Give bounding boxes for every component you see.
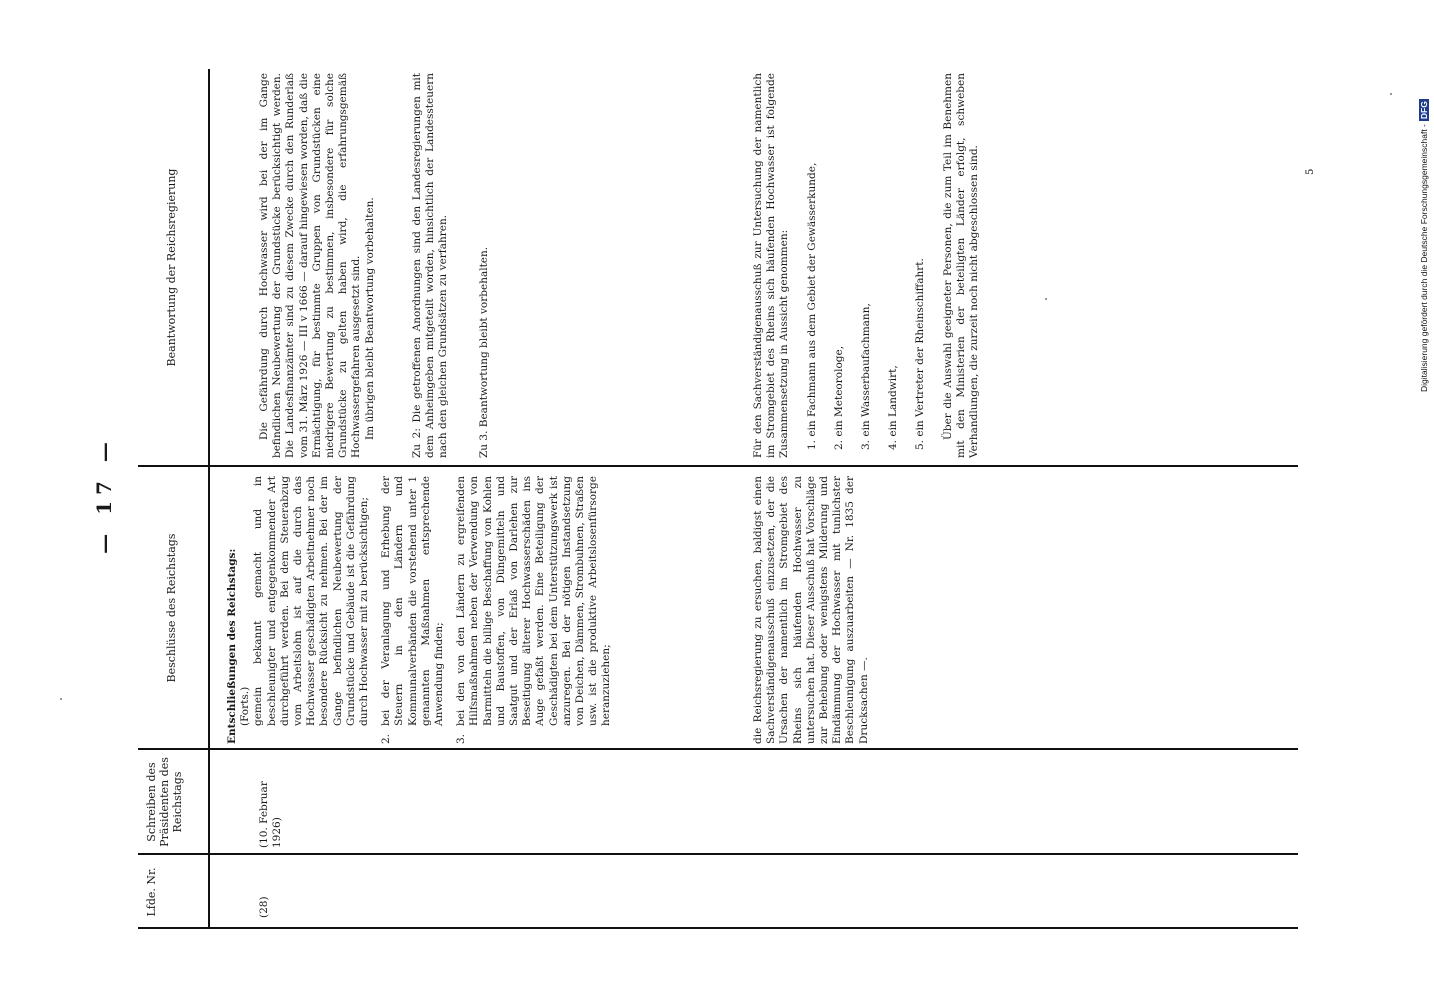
reply-4-block — [752, 73, 981, 458]
table-rule-2 — [138, 748, 1298, 750]
resolutions-column — [226, 476, 623, 744]
resolution-3-text: bei den von den Ländern zu ergreifenden Hilfsmaßnahmen neben der Verwendung von Barmitteln die billige Beschaffung von Kohlen und Baustoffen, von Düngemitteln und Saatgut und der Erlaß von Darlehen zur Beseitigung älterer Hochwasserschäden ins Auge gefaßt werden. Eine Beteiligung der Geschädigten bei dem Unterstützungswerk ist anzuregen. Bei der nötigen Instandsetzung von Deichen, Dämmen, Strombuhnen, Straßen usw. ist die produktive Arbeitslosenfürsorge heranzuziehen; — [455, 476, 613, 726]
page-number: — 17 — — [92, 436, 116, 554]
reply-1-tail: Im übrigen bleibt Beantwortung vorbehalten. — [363, 197, 376, 440]
entry-date: (10. Februar 1926) — [258, 781, 284, 848]
signature-mark: 5 — [1305, 168, 1316, 175]
header-rule — [208, 69, 210, 929]
table-rule-left — [138, 927, 1298, 929]
column-header-letter: Schreiben des Präsidenten des Reichstags — [145, 757, 184, 847]
resolution-1-text: gemein bekannt gemacht und in beschleunigter und entgegenkommender Art durchgeführt werden. Bei dem Steuerabzug vom Arbeitslohn ist auf die durch das Hochwasser geschädigten Arbeitnehmer noch besondere Rücksicht zu nehmen. Bei der im Gange befindlichen Neubewertung der Grundstücke und Gebäude ist die Gefährdung durch Hochwasser mit zu berücksichtigen; — [252, 476, 371, 726]
scan-speck — [60, 698, 62, 700]
credit-text: Digitalisierung gefördert durch die Deutsche Forschungsgemeinschaft - — [1419, 124, 1429, 392]
list-item: 1. ein Fachmann aus dem Gebiet der Gewässerkunde, — [805, 162, 818, 450]
column-header-number: Lfde. Nr. — [145, 867, 158, 917]
resolutions-continued: (Forts.) — [239, 686, 252, 726]
reply-4-intro: Für den Sachverständigenausschuß zur Untersuchung der namentlich im Stromgebiet des Rheins sich häufenden Hochwasser ist folgende Zusammensetzung in Aussicht genommen: — [752, 73, 791, 458]
reply-column — [258, 73, 501, 458]
resolution-3 — [455, 476, 613, 744]
column-header-resolutions: Beschlüsse des Reichstags — [165, 533, 178, 683]
table-rule-1 — [138, 853, 1298, 855]
resolution-3-number: 3. — [455, 733, 468, 744]
list-item: 2. ein Meteorologe, — [832, 345, 845, 450]
digitization-credit — [1418, 12, 1432, 392]
experts-list — [806, 73, 928, 458]
list-item: 3. ein Wasserbaufachmann, — [860, 303, 873, 450]
reply-1-text: Die Gefährdung durch Hochwasser wird bei der im Gange befindlichen Neubewertung der Grundstücke berücksichtigt werden. Die Landesfinanzämter sind zu diesem Zwecke durch den Runderlaß vom 31. März 1926 — III v 1666 — darauf hingewiesen worden, daß die Ermächtigung, für bestimmte Gruppen von Grundstücken eine niedrigere Bewertung zu bestimmen, insbesondere für solche Grundstücke zu gelten haben wird, die erfahrungsgemäß Hochwassergefahren ausgesetzt sind. — [258, 73, 363, 458]
list-item: 5. ein Vertreter der Rheinschiffahrt. — [914, 258, 927, 450]
resolution-2-number: 2. — [380, 733, 393, 744]
scan-speck — [1045, 298, 1047, 300]
reply-4-outro: Über die Auswahl geeigneter Personen, die zum Teil im Benehmen mit den Ministerien der beteiligten Länder erfolgt, schweben Verhandlungen, die zurzeit noch nicht abgeschlossen sind. — [941, 73, 981, 458]
resolution-2 — [380, 476, 446, 744]
resolution-4-text: die Reichsregierung zu ersuchen, baldigst einen Sachverständigenausschuß einzusetzen, der die Ursachen der namentlich im Stromgebiet des Rheins sich häufenden Hochwasser zu untersuchen hat. Dieser Ausschuß hat Vorschläge zur Behebung oder wenigstens Milderung und Eindämmung der Hochwasser mit tunlichster Beschleunigung auszuarbeiten — Nr. 1835 der Drucksachen —. — [752, 476, 870, 744]
resolutions-title: Entschließungen des Reichstags: — [226, 548, 238, 744]
dfg-badge: DFG — [1419, 101, 1429, 120]
column-header-reply: Beantwortung der Reichsregierung — [165, 168, 178, 367]
resolution-2-text: bei der Veranlagung und Erhebung der Steuern in den Ländern und Kommunalverbänden die vorstehend unter 1 genannten Maßnahmen entsprechende Anwendung finden; — [380, 476, 446, 726]
scan-speck — [1390, 93, 1392, 95]
entry-number: (28) — [258, 896, 270, 918]
table-rule-3 — [138, 465, 1298, 467]
reply-3-text: Zu 3. Beantwortung bleibt vorbehalten. — [478, 246, 491, 458]
reply-2-text: Zu 2: Die getroffenen Anordnungen sind den Landesregierungen mit dem Anheimgeben mitgeteilt worden, hinsichtlich der Landessteuern nach den gleichen Grundsätzen zu verfahren. — [410, 73, 450, 458]
list-item: 4. ein Landwirt, — [887, 365, 900, 450]
